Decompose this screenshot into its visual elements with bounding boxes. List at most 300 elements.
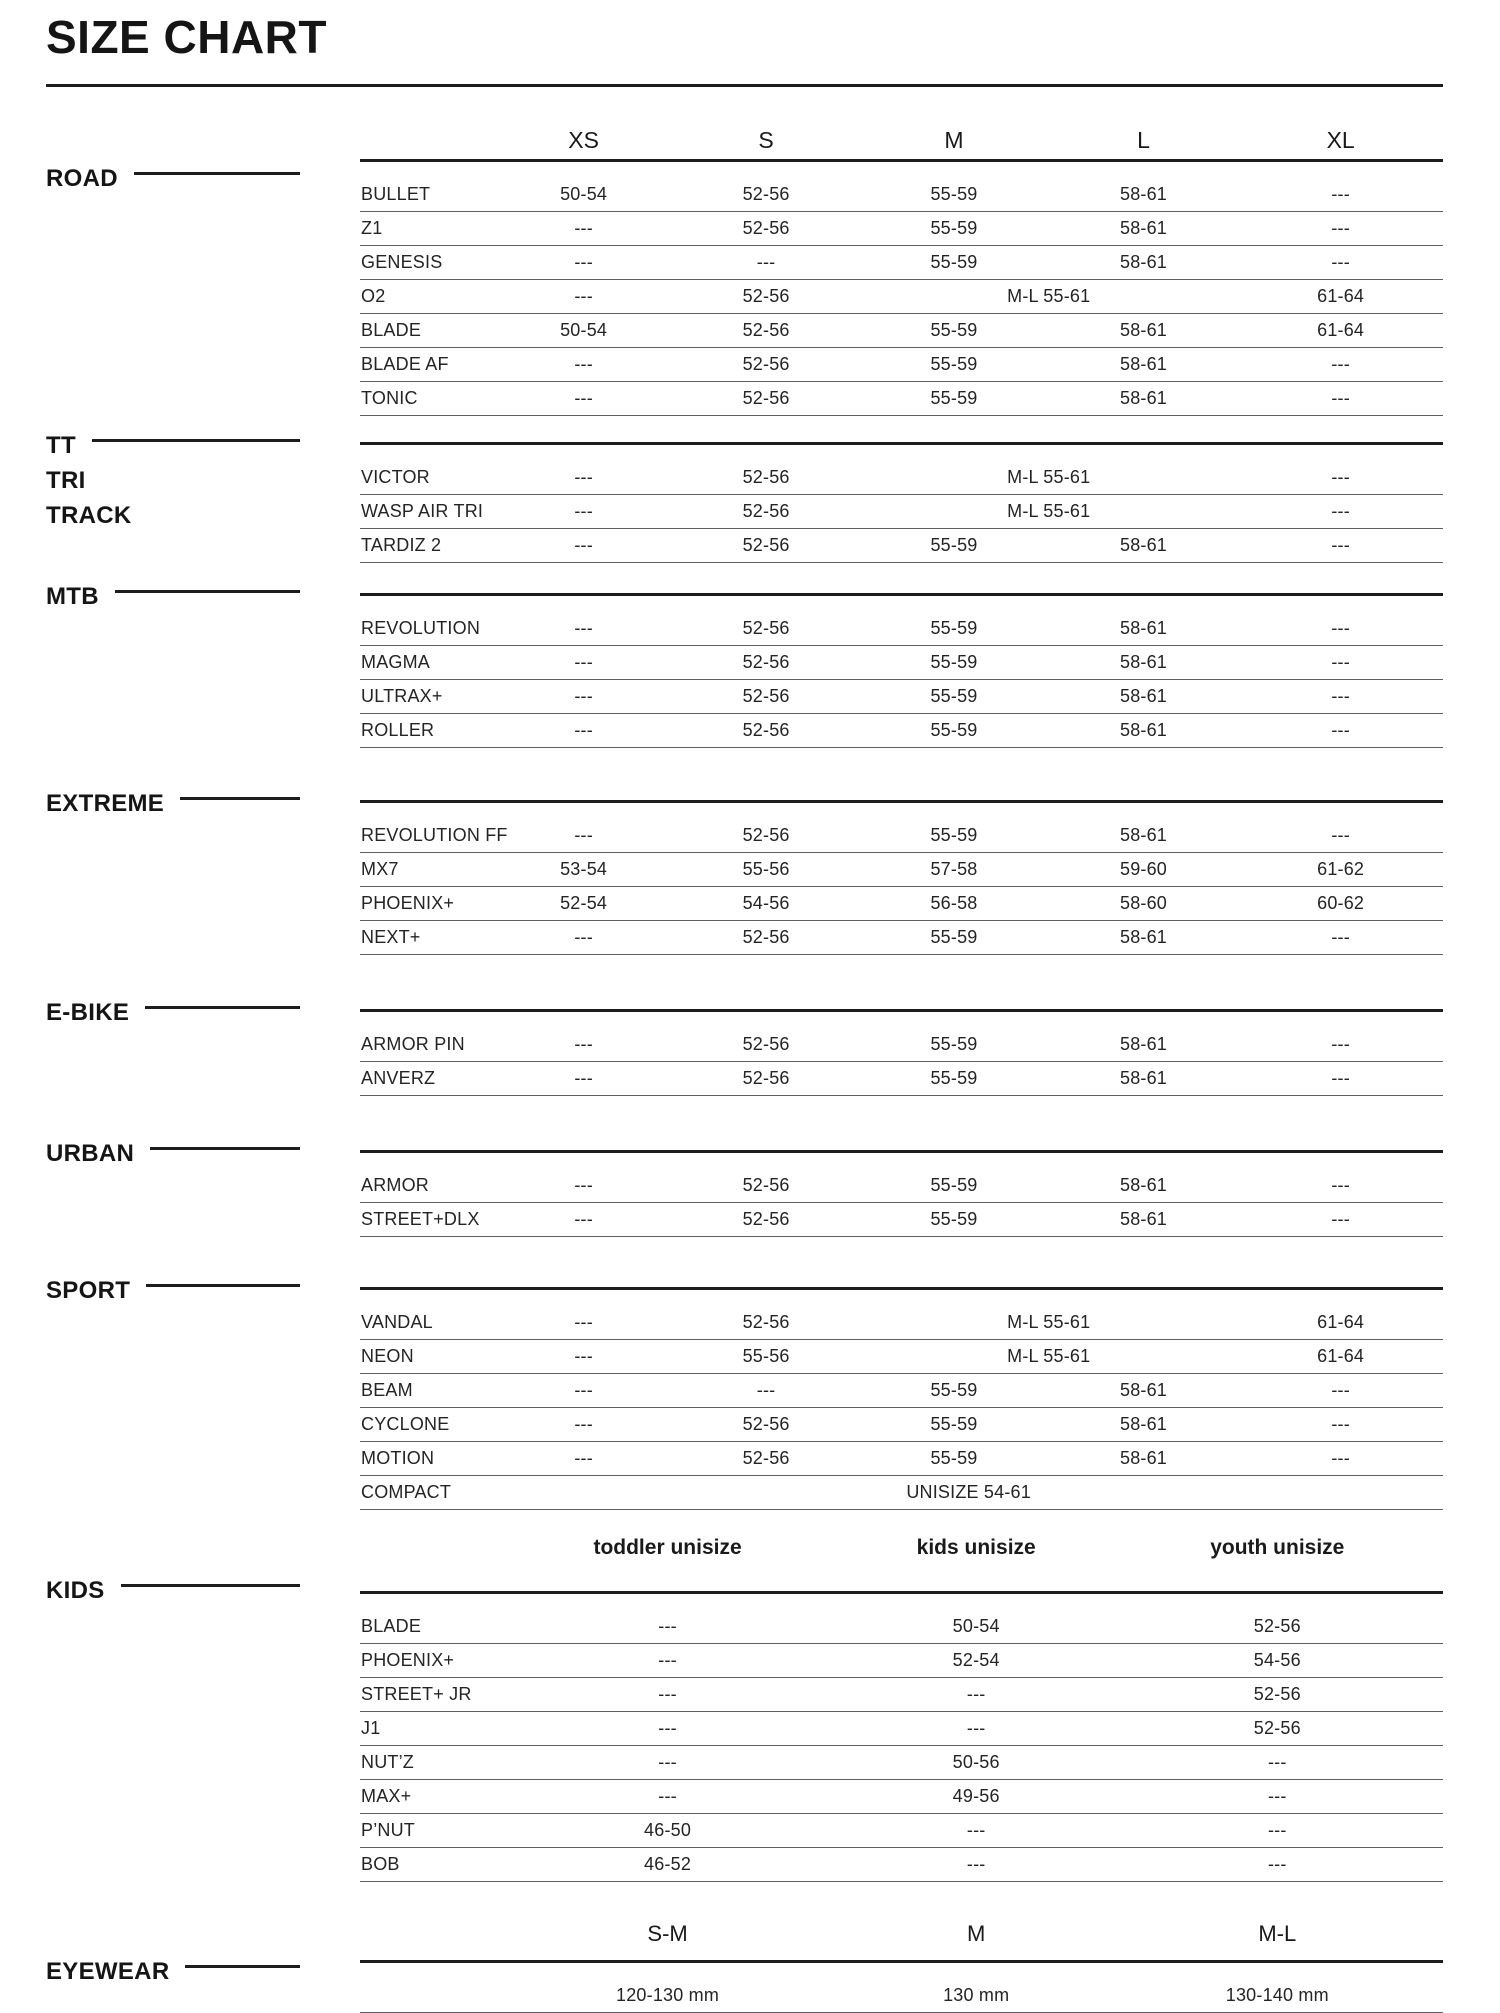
size-cell: 55-59 (859, 313, 1049, 347)
section-labels (46, 1573, 300, 1608)
size-cell: 58-60 (1049, 886, 1239, 920)
size-cell: 55-59 (859, 245, 1049, 279)
size-cell: 55-59 (859, 211, 1049, 245)
size-cell: --- (1238, 819, 1443, 853)
model-name: ULTRAX+ (360, 679, 494, 713)
size-cell: 50-56 (841, 1745, 1112, 1779)
model-name: COMPACT (360, 1475, 494, 1509)
size-cell: 52-56 (673, 1061, 859, 1095)
column-header: youth unisize (1112, 1532, 1443, 1593)
size-cell: --- (494, 494, 673, 528)
model-name: MAGMA (360, 645, 494, 679)
model-name: REVOLUTION (360, 612, 494, 646)
size-cell: --- (1238, 178, 1443, 212)
page-title: SIZE CHART (46, 11, 327, 63)
model-name: VANDAL (360, 1306, 494, 1340)
column-header: XL (1238, 123, 1443, 161)
model-row (360, 279, 1443, 313)
section-table-area (360, 1009, 1443, 1096)
section-table-area (360, 123, 1443, 416)
model-name (360, 1979, 494, 2013)
model-name: J1 (360, 1711, 494, 1745)
spacer-row (360, 1592, 1443, 1610)
size-cell: --- (1238, 713, 1443, 747)
section-labels (46, 1136, 300, 1171)
size-cell: --- (1238, 494, 1443, 528)
section-title: MTB (46, 582, 99, 610)
size-cell: --- (1238, 920, 1443, 954)
model-row (360, 245, 1443, 279)
size-cell: 61-64 (1238, 1306, 1443, 1340)
model-row (360, 313, 1443, 347)
section-eyewear (46, 1908, 1443, 2013)
size-cell: 56-58 (859, 886, 1049, 920)
model-name: P’NUT (360, 1813, 494, 1847)
section-labels (46, 786, 300, 821)
column-header-spacer (360, 1908, 494, 1962)
size-cell: 53-54 (494, 852, 673, 886)
size-cell: 52-56 (673, 494, 859, 528)
chart-body (46, 123, 1443, 2013)
model-name: ROLLER (360, 713, 494, 747)
section-labels (46, 1954, 300, 1989)
size-cell: 61-64 (1238, 313, 1443, 347)
size-cell: 58-61 (1049, 1169, 1239, 1203)
size-cell: 58-61 (1049, 347, 1239, 381)
size-cell: 52-56 (673, 528, 859, 562)
size-cell: 55-56 (673, 852, 859, 886)
size-table-road (360, 123, 1443, 416)
section-title-rule (121, 1584, 300, 1587)
section-label-row (46, 1573, 300, 1608)
size-cell: 58-61 (1049, 528, 1239, 562)
size-cell: --- (1238, 347, 1443, 381)
column-header: S (673, 123, 859, 161)
section-title: TT (46, 431, 76, 459)
size-cell: 52-56 (673, 1028, 859, 1062)
section-mtb (46, 582, 1443, 748)
size-cell: 58-61 (1049, 1407, 1239, 1441)
model-row (360, 211, 1443, 245)
size-cell: 54-56 (673, 886, 859, 920)
size-cell: 120-130 mm (494, 1979, 841, 2013)
size-cell: 58-61 (1049, 313, 1239, 347)
model-row (360, 1475, 1443, 1509)
column-header-spacer (360, 1532, 494, 1593)
size-cell: 55-59 (859, 1407, 1049, 1441)
size-cell: 58-61 (1049, 920, 1239, 954)
section-label-row (46, 463, 300, 498)
section-kids (46, 1532, 1443, 1882)
model-row (360, 886, 1443, 920)
size-cell: 52-56 (673, 1202, 859, 1236)
size-cell: 55-59 (859, 1202, 1049, 1236)
size-cell: --- (494, 279, 673, 313)
column-header: L (1049, 123, 1239, 161)
model-row (360, 347, 1443, 381)
model-row (360, 1061, 1443, 1095)
size-cell: 52-56 (673, 713, 859, 747)
spacer-row (360, 1288, 1443, 1306)
column-header: kids unisize (841, 1532, 1112, 1593)
size-cell: --- (1238, 612, 1443, 646)
size-table-urban (360, 1150, 1443, 1237)
size-cell: 55-59 (859, 679, 1049, 713)
size-cell: 46-50 (494, 1813, 841, 1847)
model-name: BLADE (360, 313, 494, 347)
size-cell: 55-59 (859, 645, 1049, 679)
size-cell: 55-59 (859, 381, 1049, 415)
model-name: MX7 (360, 852, 494, 886)
section-label-row (46, 786, 300, 821)
spacer-cell (360, 1010, 1443, 1028)
size-cell: 52-56 (1112, 1610, 1443, 1644)
size-cell: --- (1238, 245, 1443, 279)
size-cell: 130 mm (841, 1979, 1112, 2013)
section-title: SPORT (46, 1276, 131, 1304)
model-row (360, 178, 1443, 212)
model-row (360, 461, 1443, 495)
size-cell: 58-61 (1049, 713, 1239, 747)
spacer-row (360, 801, 1443, 819)
section-title-rule (145, 1006, 300, 1009)
size-cell: 60-62 (1238, 886, 1443, 920)
size-cell: 46-52 (494, 1847, 841, 1881)
model-name: BLADE (360, 1610, 494, 1644)
size-cell: 58-61 (1049, 1061, 1239, 1095)
spacer-row (360, 594, 1443, 612)
section-label-row (46, 1273, 300, 1308)
model-row (360, 713, 1443, 747)
section-label-row (46, 995, 300, 1030)
column-header: M (859, 123, 1049, 161)
size-cell: 52-54 (494, 886, 673, 920)
size-cell: 52-56 (673, 461, 859, 495)
size-cell: --- (494, 211, 673, 245)
size-cell: --- (1238, 1407, 1443, 1441)
model-name: PHOENIX+ (360, 1643, 494, 1677)
size-cell: --- (673, 1373, 859, 1407)
model-row (360, 852, 1443, 886)
size-cell: 58-61 (1049, 1373, 1239, 1407)
size-cell: --- (494, 1610, 841, 1644)
size-table-ebike (360, 1009, 1443, 1096)
section-title-rule (185, 1965, 300, 1968)
model-row (360, 1441, 1443, 1475)
model-name: MAX+ (360, 1779, 494, 1813)
model-name: O2 (360, 279, 494, 313)
size-cell: 52-56 (673, 211, 859, 245)
size-cell: 55-56 (673, 1339, 859, 1373)
model-row (360, 679, 1443, 713)
spacer-cell (360, 801, 1443, 819)
model-row (360, 920, 1443, 954)
size-cell: --- (494, 819, 673, 853)
size-cell: 130-140 mm (1112, 1979, 1443, 2013)
size-cell: --- (1112, 1779, 1443, 1813)
model-name: GENESIS (360, 245, 494, 279)
size-cell: 52-56 (673, 1441, 859, 1475)
size-cell: --- (841, 1847, 1112, 1881)
size-cell: --- (1112, 1745, 1443, 1779)
model-name: STREET+DLX (360, 1202, 494, 1236)
size-cell: 52-56 (1112, 1677, 1443, 1711)
section-urban (46, 1139, 1443, 1237)
model-row (360, 1373, 1443, 1407)
size-cell: 58-61 (1049, 1028, 1239, 1062)
section-table-area (360, 800, 1443, 955)
section-label-row (46, 579, 300, 614)
model-name: BOB (360, 1847, 494, 1881)
size-cell: --- (1112, 1847, 1443, 1881)
title-rule (46, 84, 1443, 87)
model-name: ARMOR (360, 1169, 494, 1203)
section-title: ROAD (46, 164, 118, 192)
column-header: M-L (1112, 1908, 1443, 1962)
column-header: S-M (494, 1908, 841, 1962)
spacer-row (360, 1010, 1443, 1028)
spacer-cell (360, 1592, 1443, 1610)
section-title: EXTREME (46, 789, 165, 817)
size-cell: --- (1238, 1169, 1443, 1203)
model-name: REVOLUTION FF (360, 819, 494, 853)
section-road (46, 123, 1443, 416)
spacer-cell (360, 160, 1443, 178)
spacer-cell (360, 594, 1443, 612)
model-row (360, 381, 1443, 415)
section-title: TRI (46, 466, 86, 494)
section-title-rule (134, 172, 300, 175)
model-row (360, 1813, 1443, 1847)
model-name: BULLET (360, 178, 494, 212)
spacer-cell (360, 1151, 1443, 1169)
size-table-extreme (360, 800, 1443, 955)
size-cell: 58-61 (1049, 612, 1239, 646)
size-cell: --- (1238, 645, 1443, 679)
model-name: NEON (360, 1339, 494, 1373)
size-cell: 52-56 (673, 920, 859, 954)
size-cell: --- (494, 1373, 673, 1407)
size-cell: --- (494, 245, 673, 279)
size-cell: 50-54 (494, 178, 673, 212)
section-labels (46, 161, 300, 196)
section-title: EYEWEAR (46, 1957, 170, 1985)
section-labels (46, 995, 300, 1030)
size-cell: 55-59 (859, 612, 1049, 646)
size-cell: 58-61 (1049, 178, 1239, 212)
size-cell: --- (494, 1202, 673, 1236)
model-row (360, 1202, 1443, 1236)
size-cell: M-L 55-61 (859, 1339, 1238, 1373)
size-cell: 61-64 (1238, 279, 1443, 313)
model-row (360, 1847, 1443, 1881)
section-table-area (360, 442, 1443, 563)
size-cell: --- (494, 1441, 673, 1475)
model-row (360, 1979, 1443, 2013)
model-name: ARMOR PIN (360, 1028, 494, 1062)
spacer-row (360, 1961, 1443, 1979)
size-cell: 52-56 (1112, 1711, 1443, 1745)
size-cell: 55-59 (859, 920, 1049, 954)
model-name: NEXT+ (360, 920, 494, 954)
size-cell: --- (494, 1643, 841, 1677)
size-cell: --- (1238, 381, 1443, 415)
section-title-rule (92, 439, 300, 442)
size-cell: --- (1238, 528, 1443, 562)
size-table-eyewear (360, 1908, 1443, 2013)
size-cell: --- (1238, 461, 1443, 495)
section-title-rule (180, 797, 300, 800)
size-cell: --- (494, 528, 673, 562)
model-row (360, 1643, 1443, 1677)
size-cell: 52-56 (673, 178, 859, 212)
size-cell: 58-61 (1049, 819, 1239, 853)
column-header: XS (494, 123, 673, 161)
size-cell: 58-61 (1049, 645, 1239, 679)
size-cell: 55-59 (859, 178, 1049, 212)
spacer-cell (360, 443, 1443, 461)
model-row (360, 494, 1443, 528)
size-cell: 52-56 (673, 819, 859, 853)
model-name: TONIC (360, 381, 494, 415)
section-title: TRACK (46, 501, 132, 529)
section-table-area (360, 1287, 1443, 1510)
section-tt (46, 431, 1443, 563)
section-table-area (360, 593, 1443, 748)
size-table-sport (360, 1287, 1443, 1510)
model-name: STREET+ JR (360, 1677, 494, 1711)
size-cell: 52-56 (673, 645, 859, 679)
size-cell: --- (1238, 1202, 1443, 1236)
spacer-cell (360, 1288, 1443, 1306)
size-cell: --- (841, 1711, 1112, 1745)
column-header: toddler unisize (494, 1532, 841, 1593)
size-cell: 58-61 (1049, 1441, 1239, 1475)
size-cell: --- (1112, 1813, 1443, 1847)
spacer-row (360, 160, 1443, 178)
size-cell: --- (494, 1061, 673, 1095)
size-cell: --- (494, 1339, 673, 1373)
section-title: E-BIKE (46, 998, 130, 1026)
section-sport (46, 1276, 1443, 1510)
size-cell: --- (1238, 679, 1443, 713)
model-name: NUT’Z (360, 1745, 494, 1779)
size-cell: M-L 55-61 (859, 279, 1238, 313)
size-cell: --- (494, 713, 673, 747)
model-row (360, 1339, 1443, 1373)
model-row (360, 1610, 1443, 1644)
section-labels (46, 428, 300, 533)
size-cell: 54-56 (1112, 1643, 1443, 1677)
size-cell: 55-59 (859, 528, 1049, 562)
section-label-row (46, 498, 300, 533)
size-cell: 57-58 (859, 852, 1049, 886)
size-cell: UNISIZE 54-61 (494, 1475, 1443, 1509)
size-cell: 52-56 (673, 347, 859, 381)
section-ebike (46, 998, 1443, 1096)
size-cell: --- (494, 1169, 673, 1203)
size-cell: 55-59 (859, 1373, 1049, 1407)
size-cell: --- (494, 1711, 841, 1745)
model-row (360, 819, 1443, 853)
model-name: VICTOR (360, 461, 494, 495)
size-cell: --- (841, 1677, 1112, 1711)
size-cell: 50-54 (494, 313, 673, 347)
size-cell: --- (494, 1306, 673, 1340)
size-cell: 58-61 (1049, 1202, 1239, 1236)
size-cell: --- (494, 1677, 841, 1711)
size-cell: --- (494, 920, 673, 954)
size-cell: 61-64 (1238, 1339, 1443, 1373)
section-extreme (46, 789, 1443, 955)
section-title-rule (150, 1147, 300, 1150)
size-cell: 52-56 (673, 1169, 859, 1203)
size-cell: --- (1238, 211, 1443, 245)
section-table-area (360, 1150, 1443, 1237)
size-cell: --- (494, 347, 673, 381)
size-cell: 55-59 (859, 1169, 1049, 1203)
size-cell: --- (494, 461, 673, 495)
size-cell: 52-56 (673, 612, 859, 646)
size-cell: 58-61 (1049, 211, 1239, 245)
model-row (360, 1407, 1443, 1441)
size-cell: M-L 55-61 (859, 1306, 1238, 1340)
size-cell: M-L 55-61 (859, 461, 1238, 495)
size-table-tt (360, 442, 1443, 563)
column-header: M (841, 1908, 1112, 1962)
size-cell: --- (494, 1407, 673, 1441)
model-row (360, 528, 1443, 562)
size-cell: --- (494, 679, 673, 713)
section-label-row (46, 1136, 300, 1171)
model-row (360, 1711, 1443, 1745)
model-name: ANVERZ (360, 1061, 494, 1095)
section-title-rule (115, 590, 300, 593)
column-header-row (360, 1532, 1443, 1593)
model-row (360, 1745, 1443, 1779)
size-cell: --- (494, 1028, 673, 1062)
section-title: URBAN (46, 1139, 135, 1167)
model-row (360, 612, 1443, 646)
size-table-kids (360, 1532, 1443, 1882)
model-name: TARDIZ 2 (360, 528, 494, 562)
spacer-row (360, 443, 1443, 461)
size-cell: 61-62 (1238, 852, 1443, 886)
size-cell: 58-61 (1049, 381, 1239, 415)
section-label-row (46, 1954, 300, 1989)
size-cell: 55-59 (859, 1061, 1049, 1095)
size-cell: --- (1238, 1028, 1443, 1062)
column-header-spacer (360, 123, 494, 161)
size-cell: 50-54 (841, 1610, 1112, 1644)
model-name: BLADE AF (360, 347, 494, 381)
section-title-rule (146, 1284, 300, 1287)
size-cell: 59-60 (1049, 852, 1239, 886)
section-table-area (360, 1532, 1443, 1882)
size-cell: 55-59 (859, 1441, 1049, 1475)
model-row (360, 645, 1443, 679)
section-label-row (46, 428, 300, 463)
size-table-mtb (360, 593, 1443, 748)
size-cell: 52-56 (673, 679, 859, 713)
size-cell: --- (494, 1745, 841, 1779)
model-row (360, 1779, 1443, 1813)
size-cell: 58-61 (1049, 245, 1239, 279)
model-name: Z1 (360, 211, 494, 245)
column-header-row (360, 1908, 1443, 1962)
section-labels (46, 1273, 300, 1308)
size-cell: 52-56 (673, 381, 859, 415)
